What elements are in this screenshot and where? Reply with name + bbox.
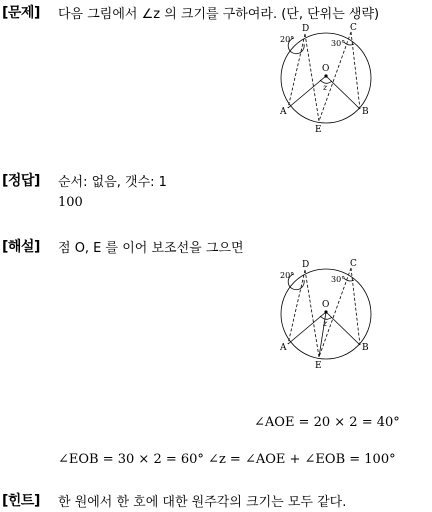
point-b: B xyxy=(362,107,369,117)
equation-eob-z: ∠EOB = 30 × 2 = 60° ∠z = ∠AOE + ∠EOB = 100° xyxy=(58,452,396,467)
point-e: E xyxy=(315,361,322,370)
point-a: A xyxy=(280,343,287,353)
chord-da xyxy=(288,270,305,344)
chord-de xyxy=(305,270,319,357)
point-o: O xyxy=(322,300,330,310)
chord-de xyxy=(305,34,319,121)
radius-ob xyxy=(326,312,360,345)
answer-line: 순서: 없음, 갯수: 1 xyxy=(58,175,167,190)
point-c: C xyxy=(350,259,357,269)
explanation-text: 점 O, E 를 이어 보조선을 그으면 xyxy=(58,241,244,256)
angle-c-label: 30° xyxy=(331,275,346,284)
answer-value: 100 xyxy=(58,195,83,210)
angle-d-label: 20° xyxy=(280,271,295,280)
point-a: A xyxy=(280,107,287,117)
center-dot xyxy=(324,310,327,313)
answer-label: [정답] xyxy=(2,173,40,189)
problem-label: [문제] xyxy=(2,5,40,21)
point-b: B xyxy=(362,343,369,353)
center-dot xyxy=(324,74,327,77)
angle-c-label: 30° xyxy=(331,39,346,48)
hint-label: [힌트] xyxy=(2,493,40,509)
angle-z-label: z xyxy=(323,83,328,92)
point-o: O xyxy=(322,64,330,74)
angle-d-label: 20° xyxy=(280,35,295,44)
point-c: C xyxy=(350,23,357,33)
explanation-label: [해설] xyxy=(2,239,40,255)
point-d: D xyxy=(302,24,310,34)
point-e: E xyxy=(315,125,322,134)
problem-figure xyxy=(272,22,382,134)
point-d: D xyxy=(302,260,310,270)
explanation-figure xyxy=(272,258,382,370)
radius-ob xyxy=(326,76,360,109)
angle-z-label: z xyxy=(323,319,328,328)
equation-aoe: ∠AOE = 20 × 2 = 40° xyxy=(254,415,400,430)
chord-da xyxy=(288,34,305,108)
problem-text: 다음 그림에서 ∠z 의 크기를 구하여라. (단, 단위는 생략) xyxy=(58,7,380,22)
hint-text: 한 원에서 한 호에 대한 원주각의 크기는 모두 같다. xyxy=(58,495,347,510)
